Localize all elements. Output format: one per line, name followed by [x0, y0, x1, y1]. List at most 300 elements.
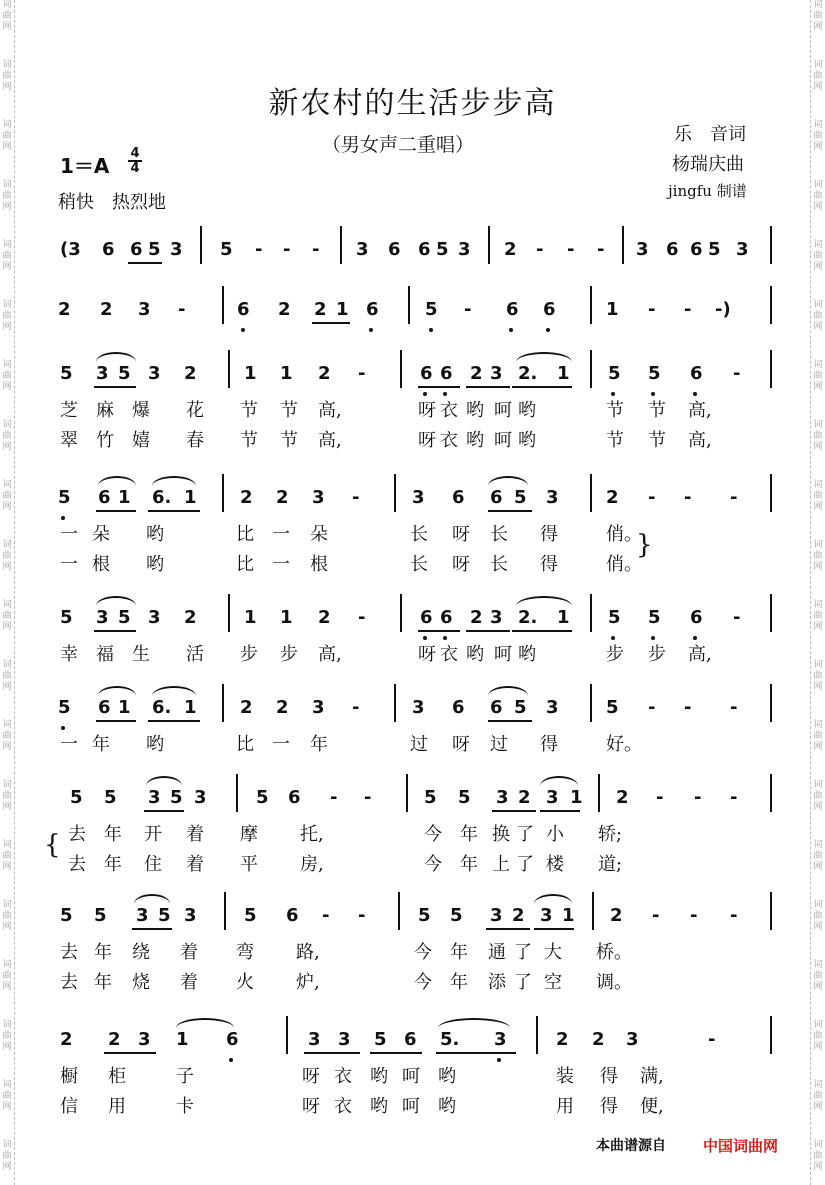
- jianpu-note: 2: [470, 363, 483, 384]
- jianpu-note: 6: [666, 239, 679, 260]
- jianpu-note: 1: [244, 363, 257, 384]
- barline: [590, 594, 592, 632]
- lyric-syllable: 高,: [318, 400, 342, 421]
- eighth-underline: [96, 720, 136, 722]
- lyric-syllable: 便,: [640, 1096, 664, 1117]
- watermark-text: 词 曲 网: [2, 180, 12, 212]
- lyric-syllable: 了: [514, 972, 532, 993]
- lyric-syllable: 朵: [310, 524, 328, 545]
- jianpu-note: 2: [518, 787, 531, 808]
- tie-slur: [134, 894, 170, 904]
- lyric-syllable: 比: [236, 554, 254, 575]
- lyric-syllable: 了: [516, 824, 534, 845]
- jianpu-note: 3: [626, 1029, 639, 1050]
- lyric-syllable: 绕: [132, 942, 150, 963]
- jianpu-note: 3: [356, 239, 369, 260]
- lyric-syllable: 用: [556, 1096, 574, 1117]
- lyric-syllable: 哟: [438, 1096, 456, 1117]
- jianpu-note: 2: [60, 1029, 73, 1050]
- lyric-syllable: 竹: [96, 430, 114, 451]
- jianpu-note: 5: [374, 1029, 387, 1050]
- lyric-syllable: 朵: [92, 524, 110, 545]
- song-subtitle: （男女声二重唱）: [322, 134, 475, 156]
- eighth-underline: [148, 510, 200, 512]
- lyric-syllable: 衣: [334, 1096, 352, 1117]
- jianpu-note: -: [656, 787, 664, 808]
- barline: [770, 286, 772, 324]
- watermark-text: 词 曲 网: [813, 120, 823, 152]
- jianpu-note: 6: [98, 697, 111, 718]
- jianpu-note: 6: [452, 487, 465, 508]
- jianpu-note: 3: [138, 299, 151, 320]
- jianpu-note: 3: [138, 1029, 151, 1050]
- watermark-text: 词 曲 网: [2, 540, 12, 572]
- jianpu-note: 3: [170, 239, 183, 260]
- lyric-syllable: 高,: [688, 430, 712, 451]
- lyric-syllable: 年: [450, 942, 468, 963]
- tie-slur: [152, 686, 196, 696]
- eighth-underline: [148, 720, 200, 722]
- lower-octave-dot: [611, 392, 615, 396]
- jianpu-note: 2.: [518, 363, 538, 384]
- lyric-syllable: 弯: [236, 942, 254, 963]
- watermark-text: 词 曲 网: [813, 480, 823, 512]
- lyric-syllable: 年: [92, 734, 110, 755]
- lower-octave-dot: [429, 328, 433, 332]
- jianpu-note: 6: [440, 607, 453, 628]
- jianpu-note: 6: [404, 1029, 417, 1050]
- barline: [592, 892, 594, 930]
- time-signature-numerator: 4: [128, 147, 142, 162]
- lyric-syllable: 装: [556, 1066, 574, 1087]
- jianpu-note: 3: [96, 363, 109, 384]
- lyric-syllable: 着: [186, 824, 204, 845]
- eighth-underline: [94, 630, 136, 632]
- lower-octave-dot: [423, 636, 427, 640]
- lyric-syllable: 呀: [418, 644, 436, 665]
- jianpu-note: -: [690, 905, 698, 926]
- barline: [598, 774, 600, 812]
- lyric-syllable: 根: [92, 554, 110, 575]
- barline: [590, 474, 592, 512]
- lyric-syllable: 一: [60, 524, 78, 545]
- lyric-syllable: 路,: [296, 942, 320, 963]
- lyric-syllable: 着: [180, 972, 198, 993]
- jianpu-note: 3: [494, 1029, 507, 1050]
- lyric-syllable: 比: [236, 524, 254, 545]
- lyric-syllable: 过: [490, 734, 508, 755]
- lyric-syllable: 平: [240, 854, 258, 875]
- barline: [770, 892, 772, 930]
- lyric-syllable: 俏。: [606, 524, 642, 545]
- watermark-text: 词 曲 网: [813, 180, 823, 212]
- jianpu-note: 3: [458, 239, 471, 260]
- lyric-syllable: 去: [68, 824, 86, 845]
- lyric-syllable: 房,: [300, 854, 324, 875]
- watermark-text: 词 曲 网: [813, 840, 823, 872]
- lyric-syllable: 年: [94, 972, 112, 993]
- lyric-syllable: 呵: [494, 430, 512, 451]
- barline: [400, 350, 402, 388]
- jianpu-note: 5: [608, 363, 621, 384]
- lyric-syllable: 得: [540, 554, 558, 575]
- eighth-underline: [104, 1052, 156, 1054]
- tie-slur: [534, 894, 572, 904]
- score-row: [0, 697, 825, 755]
- lyric-syllable: 一: [272, 524, 290, 545]
- score-row: [0, 607, 825, 665]
- jianpu-note: -: [358, 363, 366, 384]
- lyric-syllable: 高,: [318, 644, 342, 665]
- jianpu-note: 5: [60, 905, 73, 926]
- jianpu-note: -: [330, 787, 338, 808]
- source-site-name[interactable]: 中国词曲网: [703, 1137, 779, 1155]
- jianpu-note: 2: [470, 607, 483, 628]
- jianpu-note: 1: [184, 697, 197, 718]
- watermark-text: 词 曲 网: [813, 540, 823, 572]
- barline: [536, 1016, 538, 1054]
- jianpu-note: -: [684, 487, 692, 508]
- lyric-syllable: 幸: [60, 644, 78, 665]
- jianpu-note: 6: [690, 607, 703, 628]
- jianpu-note: 3: [490, 905, 503, 926]
- lyric-syllable: 道;: [598, 854, 623, 875]
- lower-octave-dot: [497, 1058, 501, 1062]
- source-label: 本曲谱源自: [596, 1138, 666, 1154]
- lyric-syllable: 过: [410, 734, 428, 755]
- watermark-text: 词 曲 网: [813, 1020, 823, 1052]
- lyric-syllable: 哟: [438, 1066, 456, 1087]
- eighth-underline: [128, 262, 162, 264]
- lyric-syllable: 哟: [146, 734, 164, 755]
- verse-brace: {: [44, 830, 61, 860]
- jianpu-note: 5: [458, 787, 471, 808]
- lyric-syllable: 通: [488, 942, 506, 963]
- barline: [222, 286, 224, 324]
- barline: [224, 892, 226, 930]
- jianpu-note: 2: [184, 363, 197, 384]
- lyric-syllable: 活: [186, 644, 204, 665]
- eighth-underline: [418, 386, 460, 388]
- barline: [222, 474, 224, 512]
- eighth-underline: [540, 810, 580, 812]
- watermark-text: 词 曲 网: [813, 780, 823, 812]
- watermark-text: 词 曲 网: [813, 1140, 823, 1172]
- watermark-text: 词 曲 网: [2, 900, 12, 932]
- lyric-syllable: 嬉: [132, 430, 150, 451]
- lyric-syllable: 衣: [440, 400, 458, 421]
- barline: [408, 286, 410, 324]
- lyric-syllable: 柜: [108, 1066, 126, 1087]
- watermark-text: 词 曲 网: [2, 300, 12, 332]
- jianpu-note: 1: [557, 363, 570, 384]
- lower-octave-dot: [693, 392, 697, 396]
- watermark-text: 词 曲 网: [2, 960, 12, 992]
- jianpu-note: 5: [418, 905, 431, 926]
- jianpu-note: 5: [424, 787, 437, 808]
- jianpu-note: 6: [440, 363, 453, 384]
- lyric-syllable: 满,: [640, 1066, 664, 1087]
- lyric-syllable: 年: [104, 824, 122, 845]
- watermark-text: 词 曲 网: [2, 420, 12, 452]
- barline: [622, 226, 624, 264]
- lyric-syllable: 一: [272, 554, 290, 575]
- lyric-syllable: 长: [490, 524, 508, 545]
- eighth-underline: [512, 386, 572, 388]
- eighth-underline: [488, 720, 532, 722]
- lyric-syllable: 年: [460, 824, 478, 845]
- tempo-marking: 稍快 热烈地: [58, 192, 166, 213]
- lyric-syllable: 哟: [466, 644, 484, 665]
- tie-slur: [96, 596, 136, 606]
- lyric-syllable: 步: [648, 644, 666, 665]
- jianpu-note: 5: [94, 905, 107, 926]
- time-signature: [128, 147, 142, 175]
- lower-octave-dot: [651, 636, 655, 640]
- lyric-syllable: 添: [488, 972, 506, 993]
- lyric-syllable: 哟: [146, 524, 164, 545]
- jianpu-note: -: [255, 239, 263, 260]
- lyric-syllable: 得: [600, 1066, 618, 1087]
- tie-slur: [438, 1018, 510, 1028]
- barline: [400, 594, 402, 632]
- jianpu-note: 2: [556, 1029, 569, 1050]
- lyric-syllable: 春: [186, 430, 204, 451]
- jianpu-note: 3: [194, 787, 207, 808]
- jianpu-note: 5: [708, 239, 721, 260]
- lyric-syllable: 今: [424, 824, 442, 845]
- jianpu-note: 2: [108, 1029, 121, 1050]
- jianpu-note: 5: [70, 787, 83, 808]
- lyric-syllable: 调。: [596, 972, 632, 993]
- jianpu-note: -: [283, 239, 291, 260]
- jianpu-note: 6: [490, 487, 503, 508]
- eighth-underline: [512, 630, 572, 632]
- jianpu-note: 3: [546, 697, 559, 718]
- jianpu-note: -: [567, 239, 575, 260]
- lyric-syllable: 好。: [606, 734, 642, 755]
- barline: [770, 684, 772, 722]
- lyric-syllable: 爆: [132, 400, 150, 421]
- jianpu-note: 1: [570, 787, 583, 808]
- jianpu-note: 3: [312, 697, 325, 718]
- barline: [394, 684, 396, 722]
- lyric-syllable: 呀: [418, 430, 436, 451]
- lyric-syllable: 托,: [300, 824, 324, 845]
- jianpu-note: 1: [184, 487, 197, 508]
- jianpu-note: 5: [104, 787, 117, 808]
- barline: [228, 594, 230, 632]
- lyric-syllable: 节: [606, 430, 624, 451]
- jianpu-note: 2: [592, 1029, 605, 1050]
- jianpu-note: 5: [170, 787, 183, 808]
- lower-octave-dot: [61, 726, 65, 730]
- jianpu-note: -: [730, 905, 738, 926]
- jianpu-note: 3: [308, 1029, 321, 1050]
- lyric-syllable: 呵: [402, 1096, 420, 1117]
- lower-octave-dot: [443, 392, 447, 396]
- watermark-text: 词 曲 网: [813, 900, 823, 932]
- jianpu-note: 6.: [152, 697, 172, 718]
- lyric-syllable: 空: [544, 972, 562, 993]
- jianpu-note: 2: [240, 697, 253, 718]
- lyric-syllable: 楼: [546, 854, 564, 875]
- watermark-text: 词 曲 网: [813, 600, 823, 632]
- lyric-syllable: 呵: [494, 400, 512, 421]
- watermark-text: 词 曲 网: [813, 0, 823, 32]
- verse-brace: }: [636, 530, 653, 560]
- lyric-syllable: 长: [490, 554, 508, 575]
- lyric-syllable: 哟: [146, 554, 164, 575]
- jianpu-note: 1: [606, 299, 619, 320]
- lyric-syllable: 了: [516, 854, 534, 875]
- jianpu-note: 3: [412, 697, 425, 718]
- barline: [770, 1016, 772, 1054]
- lyric-syllable: 步: [606, 644, 624, 665]
- lyric-syllable: 俏。: [606, 554, 642, 575]
- lyric-syllable: 呵: [402, 1066, 420, 1087]
- tie-slur: [98, 686, 136, 696]
- barline: [394, 474, 396, 512]
- lyric-syllable: 年: [450, 972, 468, 993]
- eighth-underline: [466, 630, 510, 632]
- lyric-syllable: 步: [280, 644, 298, 665]
- jianpu-note: 5: [118, 363, 131, 384]
- jianpu-note: 6: [506, 299, 519, 320]
- lyric-syllable: 一: [60, 554, 78, 575]
- lyric-syllable: 节: [648, 400, 666, 421]
- watermark-text: 词 曲 网: [2, 240, 12, 272]
- lyric-syllable: 呀: [418, 400, 436, 421]
- time-signature-denominator: 4: [130, 161, 140, 176]
- lyric-syllable: 今: [414, 972, 432, 993]
- watermark-text: 词 曲 网: [813, 960, 823, 992]
- jianpu-note: 5: [648, 363, 661, 384]
- lower-octave-dot: [61, 516, 65, 520]
- watermark-strip-right: [810, 0, 825, 1185]
- jianpu-note: 6: [690, 239, 703, 260]
- score-row: [0, 300, 825, 340]
- lyric-syllable: 翠: [60, 430, 78, 451]
- jianpu-note: -: [733, 607, 741, 628]
- lyric-syllable: 哟: [466, 430, 484, 451]
- lyric-syllable: 去: [68, 854, 86, 875]
- tie-slur: [152, 476, 196, 486]
- jianpu-note: 3: [636, 239, 649, 260]
- watermark-text: 词 曲 网: [813, 420, 823, 452]
- jianpu-note: 2: [100, 299, 113, 320]
- eighth-underline: [312, 322, 350, 324]
- lyric-syllable: 着: [180, 942, 198, 963]
- jianpu-note: 5: [244, 905, 257, 926]
- jianpu-note: -: [730, 697, 738, 718]
- jianpu-note: 6: [490, 697, 503, 718]
- watermark-strip-left: [0, 0, 15, 1185]
- lyric-syllable: 哟: [518, 644, 536, 665]
- jianpu-note: 2: [58, 299, 71, 320]
- watermark-text: 词 曲 网: [813, 360, 823, 392]
- jianpu-note: 2: [184, 607, 197, 628]
- jianpu-note: 6: [543, 299, 556, 320]
- jianpu-note: 6: [452, 697, 465, 718]
- jianpu-note: -: [358, 905, 366, 926]
- jianpu-note: 6: [388, 239, 401, 260]
- jianpu-note: 1: [280, 363, 293, 384]
- jianpu-note: 2: [610, 905, 623, 926]
- lower-octave-dot: [546, 328, 550, 332]
- jianpu-note: 5: [436, 239, 449, 260]
- lyric-syllable: 呀: [302, 1066, 320, 1087]
- jianpu-note: -: [648, 299, 656, 320]
- lyric-syllable: 年: [460, 854, 478, 875]
- watermark-text: 词 曲 网: [2, 1140, 12, 1172]
- eighth-underline: [534, 928, 574, 930]
- lyric-syllable: 换: [492, 824, 510, 845]
- jianpu-note: -: [322, 905, 330, 926]
- jianpu-note: -: [684, 697, 692, 718]
- lower-octave-dot: [443, 636, 447, 640]
- tie-slur: [540, 776, 578, 786]
- jianpu-note: 6: [130, 239, 143, 260]
- jianpu-note: 3: [148, 607, 161, 628]
- watermark-text: 词 曲 网: [2, 660, 12, 692]
- jianpu-note: -: [312, 239, 320, 260]
- barline: [770, 226, 772, 264]
- jianpu-note: 2: [278, 299, 291, 320]
- key-signature: 1＝A: [60, 154, 110, 178]
- jianpu-note: 5: [256, 787, 269, 808]
- jianpu-note: -: [730, 787, 738, 808]
- barline: [398, 892, 400, 930]
- jianpu-note: 5: [158, 905, 171, 926]
- watermark-text: 词 曲 网: [813, 660, 823, 692]
- lyric-syllable: 火: [236, 972, 254, 993]
- lyric-syllable: 橱: [60, 1066, 78, 1087]
- jianpu-note: -: [733, 363, 741, 384]
- eighth-underline: [492, 810, 536, 812]
- lyric-syllable: 节: [606, 400, 624, 421]
- lyric-syllable: 上: [492, 854, 510, 875]
- arranger-credit: jingfu 制谱: [668, 182, 747, 200]
- barline: [590, 684, 592, 722]
- score-row: [0, 240, 825, 280]
- barline: [228, 350, 230, 388]
- lyricist-credit: 乐 音词: [674, 124, 746, 145]
- barline: [340, 226, 342, 264]
- lyric-syllable: 根: [310, 554, 328, 575]
- jianpu-note: 3: [496, 787, 509, 808]
- jianpu-note: 5: [58, 487, 71, 508]
- lyric-syllable: 生: [132, 644, 150, 665]
- lyric-syllable: 步: [240, 644, 258, 665]
- lyric-syllable: 着: [186, 854, 204, 875]
- eighth-underline: [96, 510, 136, 512]
- jianpu-note: 5: [425, 299, 438, 320]
- watermark-text: 词 曲 网: [813, 300, 823, 332]
- lyric-syllable: 住: [144, 854, 162, 875]
- eighth-underline: [418, 630, 460, 632]
- lyric-syllable: 今: [414, 942, 432, 963]
- lyric-syllable: 呀: [452, 554, 470, 575]
- jianpu-note: 2: [504, 239, 517, 260]
- eighth-underline: [466, 386, 510, 388]
- jianpu-note: 1: [557, 607, 570, 628]
- jianpu-note: 6.: [152, 487, 172, 508]
- watermark-text: 词 曲 网: [2, 1020, 12, 1052]
- watermark-text: 词 曲 网: [2, 840, 12, 872]
- lower-octave-dot: [229, 1058, 233, 1062]
- jianpu-note: 5: [60, 607, 73, 628]
